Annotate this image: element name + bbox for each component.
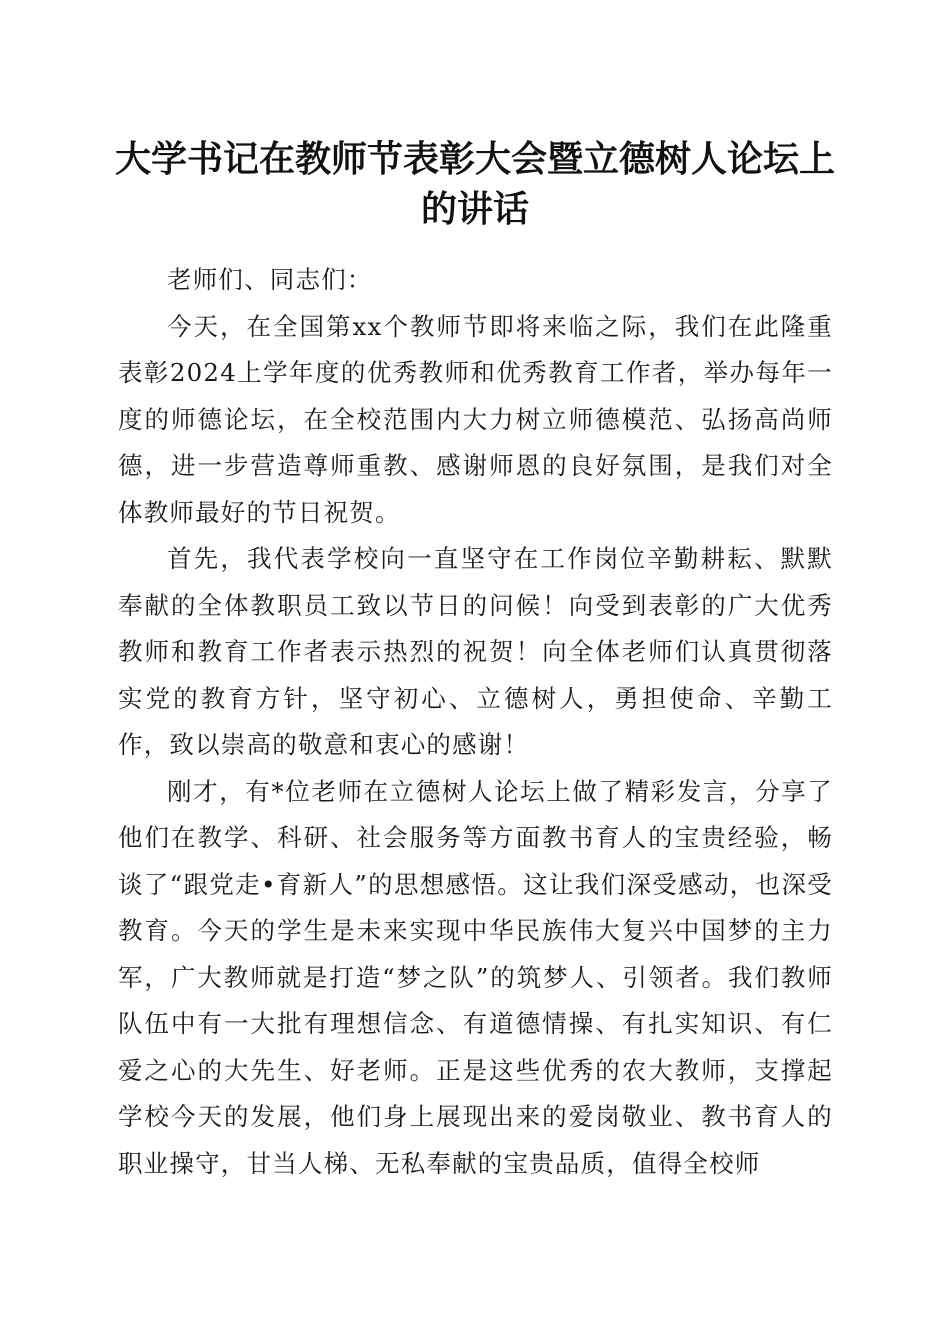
document-body: [118, 257, 833, 1187]
title-line-2: 的讲话: [420, 188, 529, 230]
body-paragraph-3: 刚才，有*位老师在立德树人论坛上做了精彩发言，分享了他们在教学、科研、社会服务等方面教书育人的宝贵经验，畅谈了“跟党走•育新人”的思想感悟。这让我们深受感动，也深受教育。今天的学生是未来实现中华民族伟大复兴中国梦的主力军，广大教师就是打造“梦之队”的筑梦人、引领者。我们教师队伍中有一大批有理想信念、有道德情操、有扎实知识、有仁爱之心的大先生、好老师。正是这些优秀的农大教师，支撑起学校今天的发展，他们身上展现出来的爱岗敬业、教书育人的职业操守，甘当人梯、无私奉献的宝贵品质，值得全校师: [118, 776, 833, 1178]
body-paragraph-1: 今天，在全国第xx个教师节即将来临之际，我们在此隆重表彰2024上学年度的优秀教师和优秀教育工作者，举办每年一度的师德论坛，在全校范围内大力树立师德模范、弘扬高尚师德，进一步营造尊师重教、感谢师恩的良好氛围，是我们对全体教师最好的节日祝贺。: [118, 311, 833, 527]
document-title: [100, 134, 850, 234]
title-line-1: 大学书记在教师节表彰大会暨立德树人论坛上: [114, 138, 835, 180]
greeting-paragraph: 老师们、同志们：: [167, 265, 373, 294]
body-paragraph-2: 首先，我代表学校向一直坚守在工作岗位辛勤耕耘、默默奉献的全体教职员工致以节日的问候！向受到表彰的广大优秀教师和教育工作者表示热烈的祝贺！向全体老师们认真贯彻落实党的教育方针，坚守初心、立德树人，勇担使命、辛勤工作，致以崇高的敬意和衷心的感谢！: [118, 544, 833, 759]
